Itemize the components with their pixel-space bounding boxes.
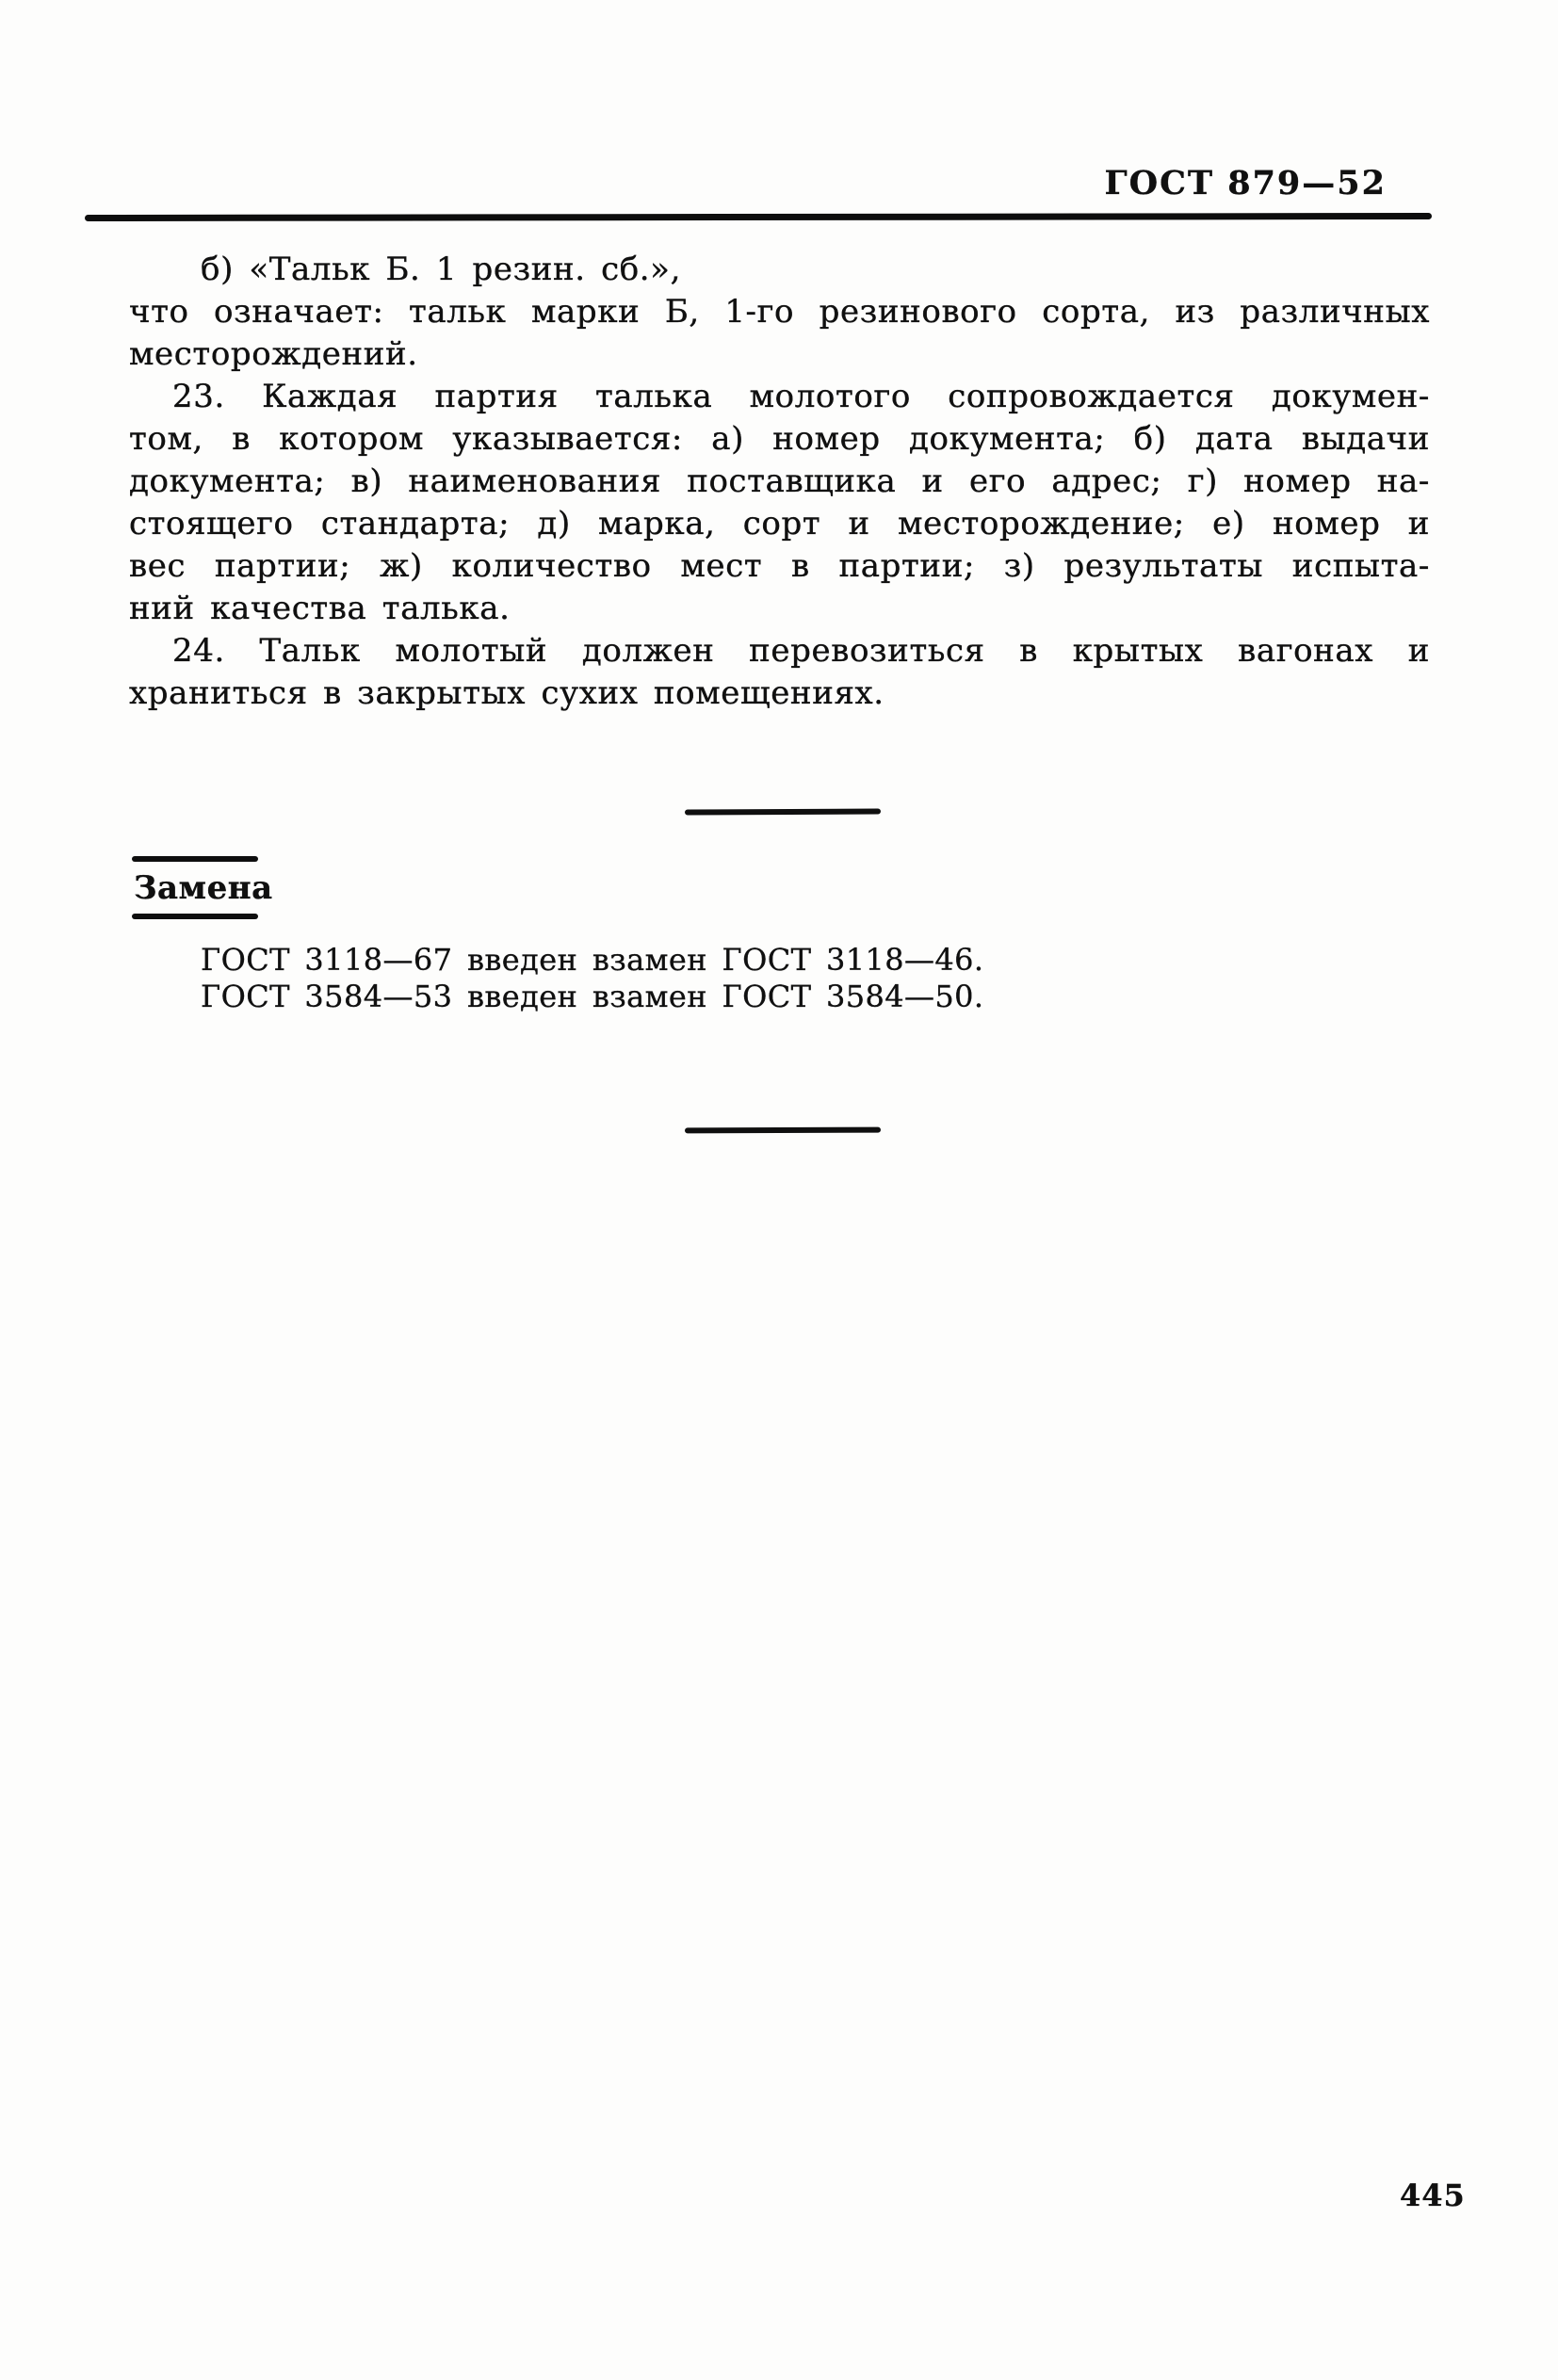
- body-text: [129, 249, 1430, 715]
- replacement-section-label: [132, 856, 273, 919]
- body-line: вес партии; ж) количество мест в партии; з) результаты испыта-: [129, 547, 1430, 585]
- separator-rule-top: [685, 808, 881, 815]
- body-line: б) «Тальк Б. 1 резин. сб.»,: [201, 251, 681, 288]
- replacement-notes: [201, 942, 983, 1015]
- standard-reference: ГОСТ 879—52: [1104, 164, 1387, 202]
- body-line: храниться в закрытых сухих помещениях.: [129, 674, 884, 712]
- replacement-label: Замена: [134, 869, 273, 907]
- label-rule-top: [132, 856, 258, 862]
- body-line: месторождений.: [129, 335, 418, 373]
- label-rule-bottom: [132, 914, 258, 919]
- separator-rule-bottom: [685, 1127, 881, 1134]
- replacement-note: ГОСТ 3118—67 введен взамен ГОСТ 3118—46.: [201, 942, 984, 978]
- body-line: что означает: тальк марки Б, 1-го резинового сорта, из различных: [129, 293, 1430, 331]
- body-line: ний качества талька.: [129, 590, 511, 627]
- body-line: 23. Каждая партия талька молотого сопровождается докумен-: [172, 378, 1430, 415]
- body-line: том, в котором указывается: а) номер документа; б) дата выдачи: [129, 420, 1430, 458]
- replacement-note: ГОСТ 3584—53 введен взамен ГОСТ 3584—50.: [201, 979, 984, 1014]
- header-rule: [85, 213, 1432, 221]
- body-line: стоящего стандарта; д) марка, сорт и месторождение; е) номер и: [129, 505, 1430, 542]
- body-line: 24. Тальк молотый должен перевозиться в крытых вагонах и: [172, 632, 1430, 670]
- page-number: 445: [1400, 2178, 1466, 2213]
- body-line: документа; в) наименования поставщика и его адрес; г) номер на-: [129, 462, 1430, 500]
